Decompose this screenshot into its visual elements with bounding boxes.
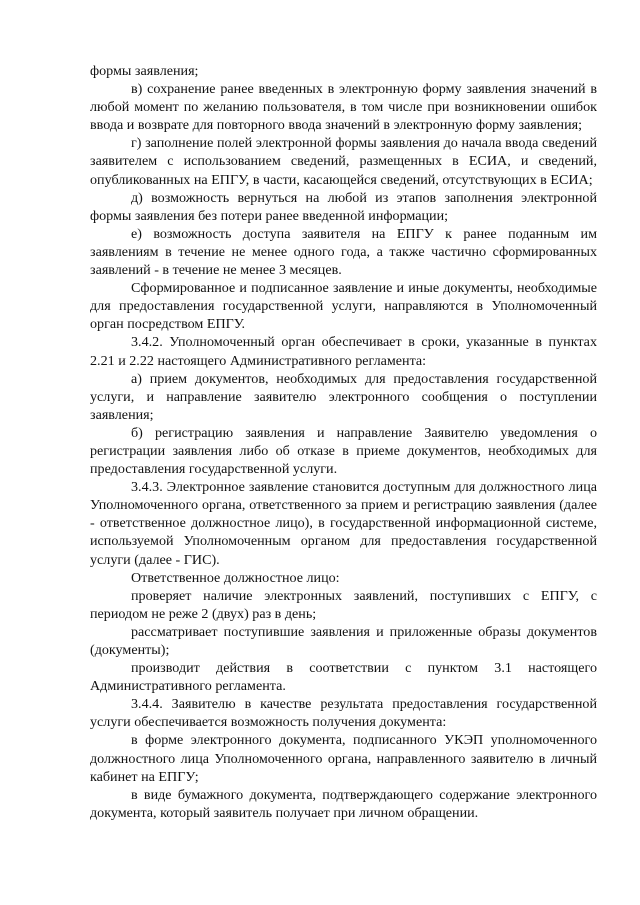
paragraph-checks: проверяет наличие электронных заявлений, поступивших с ЕПГУ, с периодом не реже 2 (двух) раз в день; (90, 587, 597, 622)
paragraph-reviews: рассматривает поступившие заявления и приложенные образы документов (документы); (90, 623, 597, 658)
paragraph-submission: Сформированное и подписанное заявление и иные документы, необходимые для предоставления государственной услуги, направляются в Уполномоченный орган посредством ЕПГУ. (90, 280, 597, 333)
paragraph-electronic-form: в форме электронного документа, подписанного УКЭП уполномоченного должностного лица Уполномоченного органа, направленного заявителю в личный кабинет на ЕПГУ; (90, 732, 597, 785)
paragraph-item-a: а) прием документов, необходимых для предоставления государственной услуги, и направление заявителю электронного сообщения о поступлении заявления; (90, 370, 597, 423)
paragraph-paper-form: в виде бумажного документа, подтверждающего содержание электронного документа, который заявитель получает при личном обращении. (90, 786, 597, 821)
paragraph-item-d: д) возможность вернуться на любой из этапов заполнения электронной формы заявления без потери ранее введенной информации; (90, 189, 597, 224)
paragraph-item-b: б) регистрацию заявления и направление Заявителю уведомления о регистрации заявления либо об отказе в приеме документов, необходимых для предоставления государственной услуги. (90, 424, 597, 478)
paragraph-item-v: в) сохранение ранее введенных в электронную форму заявления значений в любой момент по желанию пользователя, в том числе при возникновении ошибок ввода и возврате для повторного ввода значений в электронную форму заявления; (90, 81, 597, 134)
paragraph-item-g: г) заполнение полей электронной формы заявления до начала ввода сведений заявителем с использованием сведений, размещенных в ЕСИА, и сведений, опубликованных на ЕПГУ, в части, касающейся сведений, отсутствующих в ЕСИА; (90, 135, 597, 188)
paragraph-3-4-3: 3.4.3. Электронное заявление становится доступным для должностного лица Уполномоченного органа, ответственного за прием и регистрацию заявления (далее - ответственное должностное лицо), в государственной информационной системе, используемой Уполномоченным органом для предоставления государственной услуги (далее - ГИС). (90, 479, 597, 568)
paragraph-3-4-4: 3.4.4. Заявителю в качестве результата предоставления государственной услуги обеспечивается возможность получения документа: (90, 696, 597, 731)
paragraph-responsible-official: Ответственное должностное лицо: (131, 569, 340, 586)
paragraph-3-4-2: 3.4.2. Уполномоченный орган обеспечивает в сроки, указанные в пунктах 2.21 и 2.22 настоящего Административного регламента: (90, 334, 597, 369)
paragraph-item-e: е) возможность доступа заявителя на ЕПГУ к ранее поданным им заявлениям в течение не менее одного года, а также частично сформированных заявлений - в течение не менее 3 месяцев. (90, 225, 597, 279)
document-page (90, 62, 597, 822)
paragraph-continuation: формы заявления; (90, 63, 199, 79)
paragraph-performs: производит действия в соответствии с пунктом 3.1 настоящего Административного регламента. (90, 660, 597, 695)
